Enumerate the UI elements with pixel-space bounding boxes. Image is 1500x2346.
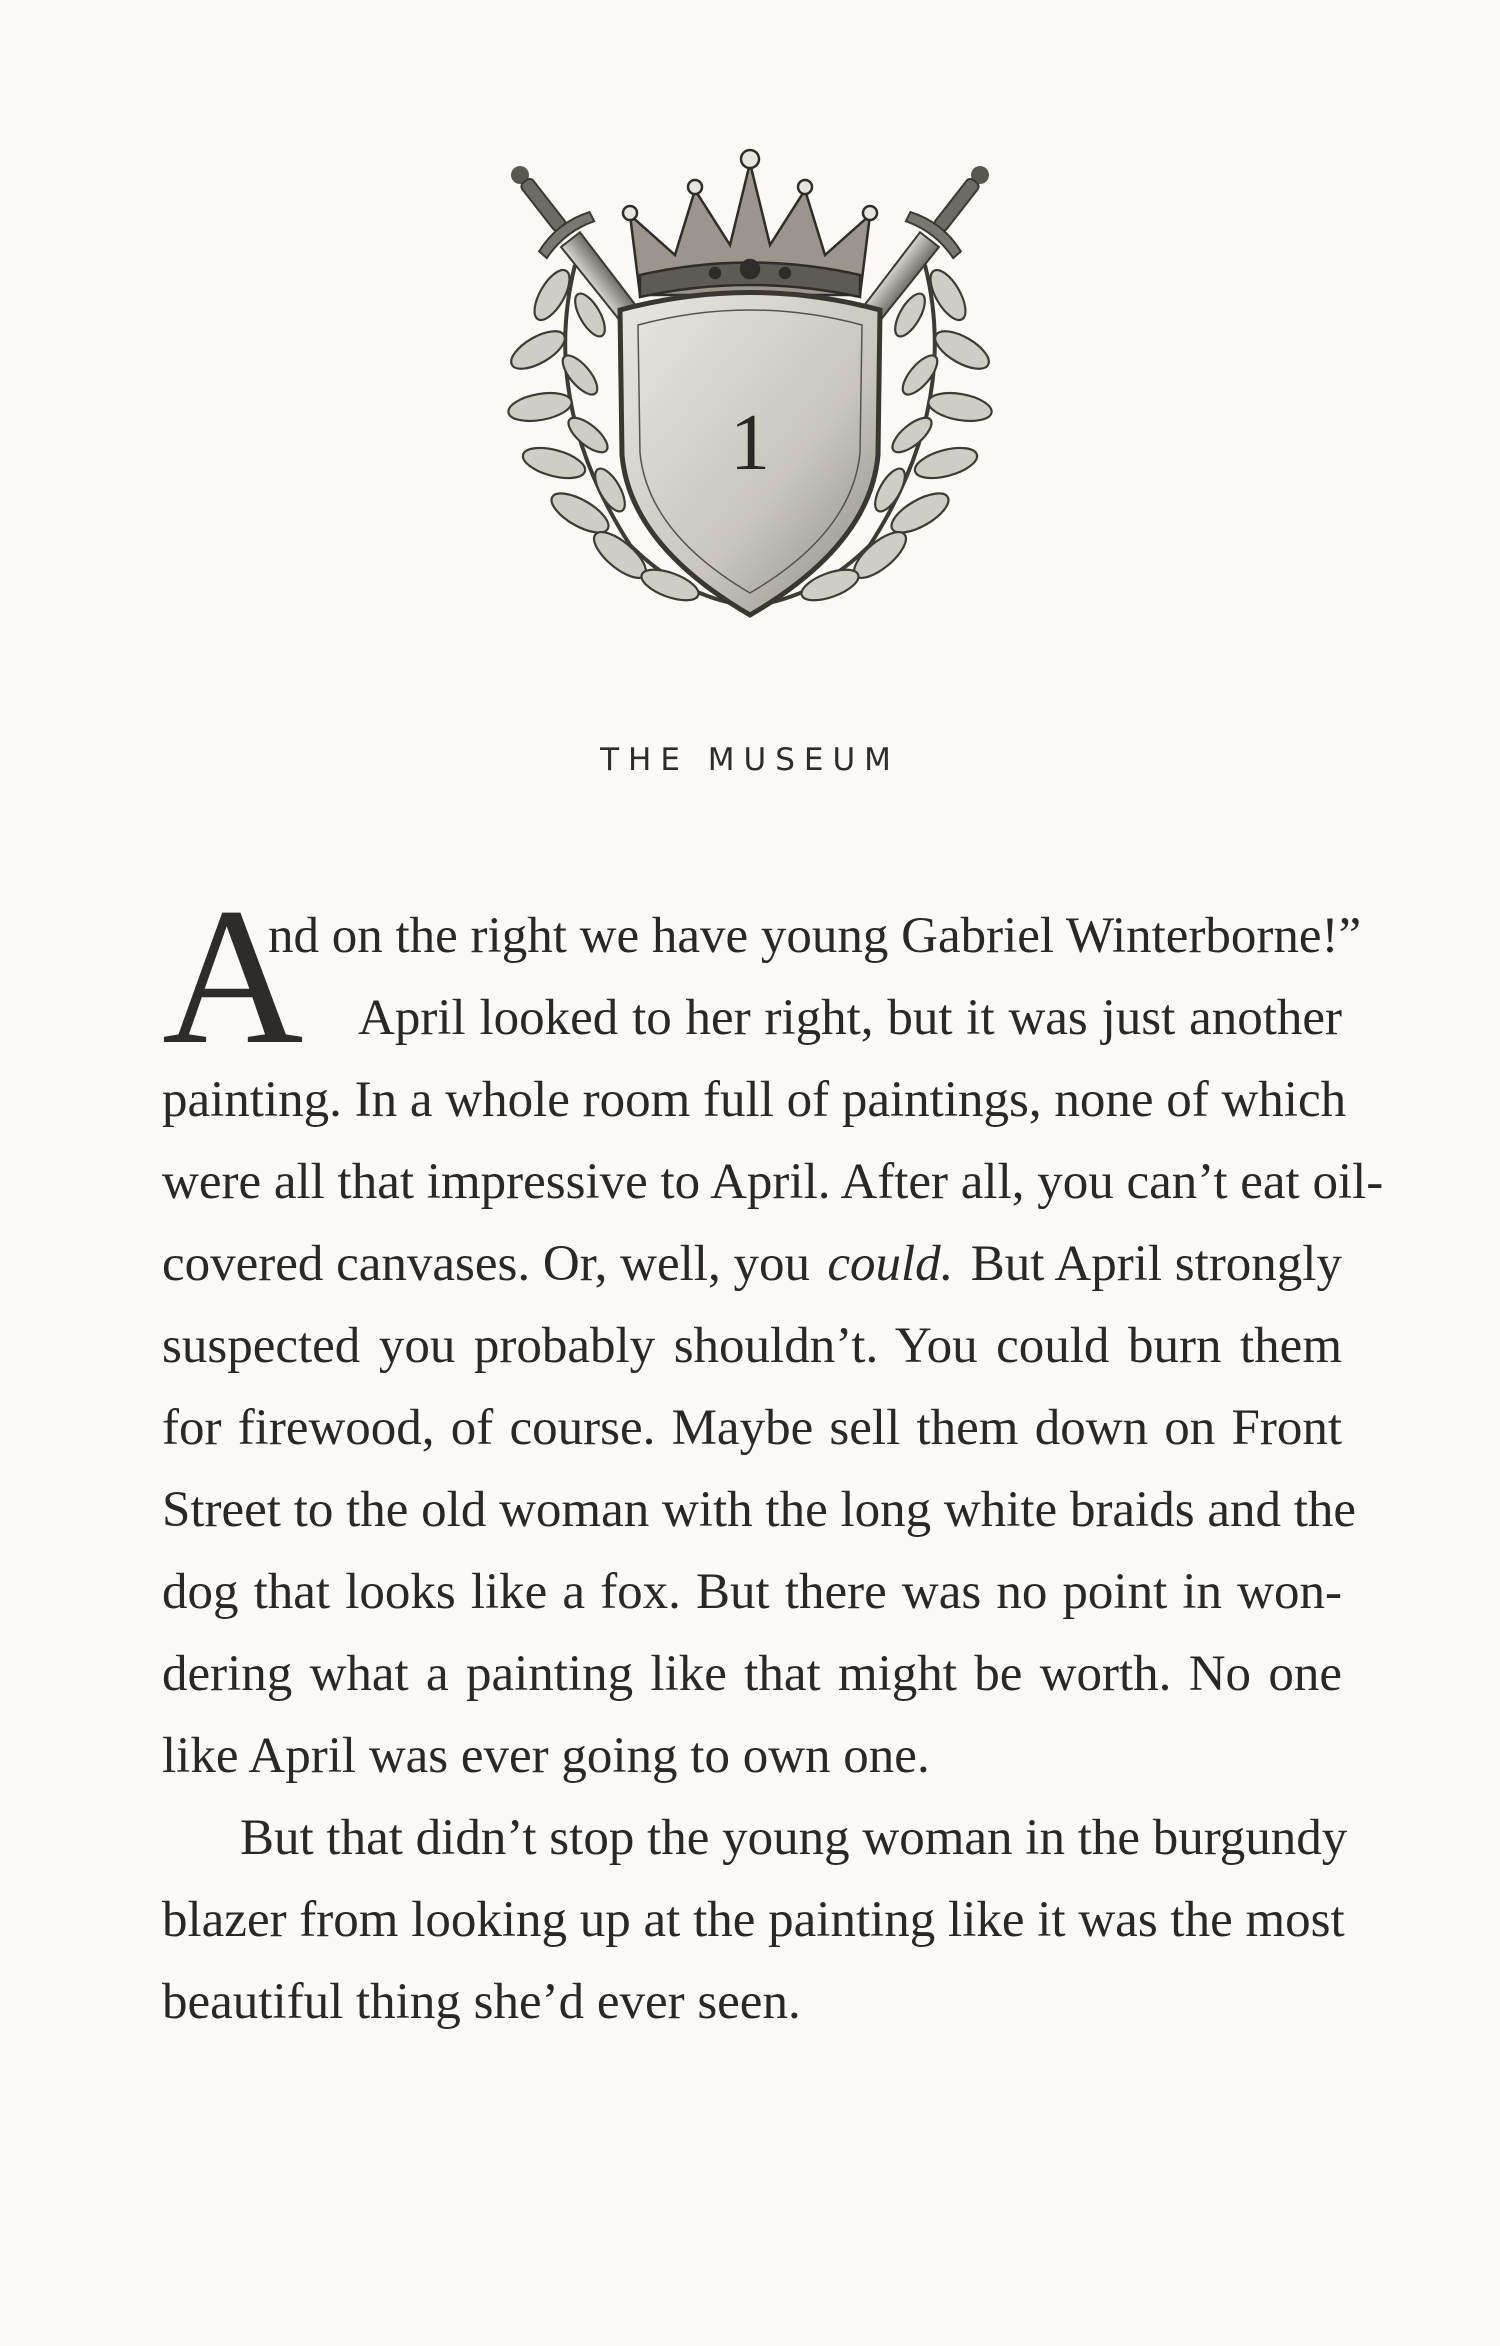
text-line: were all that impressive to April. After all, you can’t eat oil-	[162, 1154, 1384, 1210]
text-line: for firewood, of course. Maybe sell them down on Front	[162, 1400, 1342, 1456]
text-line-segment: covered canvases. Or, well, you	[162, 1236, 810, 1292]
text-line: blazer from looking up at the painting like it was the most	[162, 1892, 1345, 1948]
text-line: like April was ever going to own one.	[162, 1728, 930, 1784]
text-line: nd on the right we have young Gabriel Winterborne!”	[268, 908, 1362, 964]
text-line: dering what a painting like that might be worth. No one	[162, 1646, 1342, 1702]
text-line: beautiful thing she’d ever seen.	[162, 1974, 801, 2030]
text-line: dog that looks like a fox. But there was no point in won-	[162, 1564, 1342, 1620]
text-line: suspected you probably shouldn’t. You could burn them	[162, 1318, 1342, 1374]
text-line-segment: But April strongly	[970, 1236, 1342, 1292]
emphasis-word: could.	[827, 1236, 954, 1292]
crown-icon	[623, 150, 877, 297]
chapter-number: 1	[730, 399, 770, 487]
story-text	[162, 868, 1384, 2043]
text-line: painting. In a whole room full of paintings, none of which	[162, 1072, 1347, 1128]
chapter-title: THE MUSEUM	[600, 742, 900, 778]
text-line	[162, 1223, 1342, 1305]
text-line: Street to the old woman with the long white braids and the	[162, 1482, 1357, 1538]
text-line: April looked to her right, but it was just another	[358, 990, 1342, 1046]
text-line: But that didn’t stop the young woman in the burgundy	[240, 1810, 1348, 1866]
drop-cap: A	[162, 868, 304, 1085]
